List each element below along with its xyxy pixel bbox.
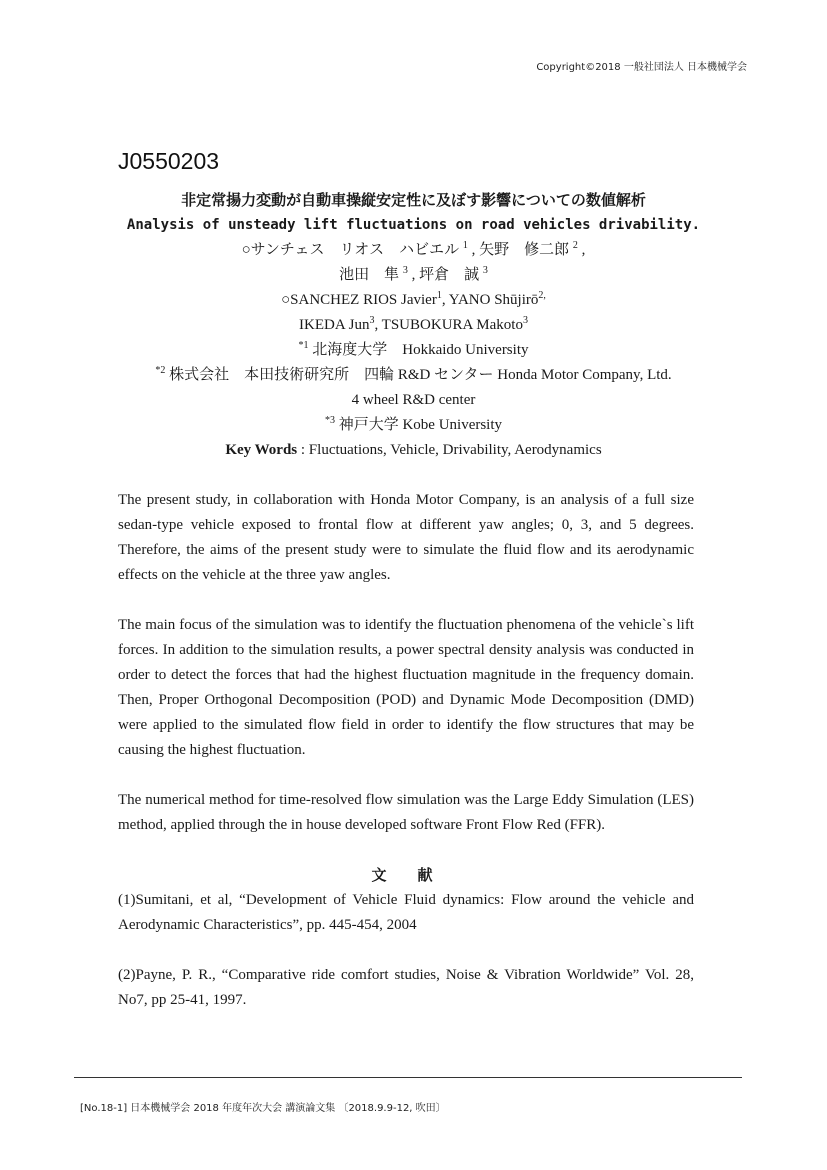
reference-1: (1)Sumitani, et al, “Development of Vehicle Fluid dynamics: Flow around the vehicle and Aerodynamic Characteristics”, pp. 445-454, 2004 [118, 892, 694, 933]
footer-citation: [No.18-1] 日本機械学会 2018 年度年次大会 講演論文集 〔2018.9.9-12, 吹田〕 [80, 1103, 446, 1114]
authors-english-line-1 [100, 288, 727, 313]
paragraph-2: The main focus of the simulation was to identify the fluctuation phenomena of the vehicle`s lift forces. In addition to the simulation results, a power spectral density analysis was conducted in order to detect the forces that had the highest fluctuation magnitude in the frequency domain. Then, Proper Orthogonal Decomposition (POD) and Dynamic Mode Decomposition (DMD) were applied to the simulated flow field in order to identify the flow structures that may be causing the highest fluctuation. [118, 617, 694, 758]
affiliation-1-mark: *1 [298, 340, 309, 351]
author-en-2-affil: 2, [538, 290, 546, 301]
keywords [100, 438, 727, 463]
author-jp-2-affil: 2 [572, 240, 578, 251]
author-jp-4-affil: 3 [482, 265, 488, 276]
authors-japanese-line-1 [100, 238, 727, 263]
author-jp-3-affil: 3 [402, 265, 408, 276]
authors-english-line-2 [100, 313, 727, 338]
reference-2: (2)Payne, P. R., “Comparative ride comfort studies, Noise & Vibration Worldwide” Vol. 28, No7, pp 25-41, 1997. [118, 967, 694, 1008]
abstract-body [118, 488, 694, 1038]
author-jp-2: , 矢野 修二郎 [471, 242, 570, 258]
author-en-4: , TSUBOKURA Makoto [374, 317, 523, 333]
affiliation-2-cont [100, 388, 727, 413]
author-en-4-affil: 3 [522, 315, 528, 326]
authors-japanese-line-2 [100, 263, 727, 288]
affiliation-2-text: 株式会社 本田技術研究所 四輪 R&D センター Honda Motor Company, Ltd. [165, 367, 672, 383]
title-japanese: 非定常揚力変動が自動車操縦安定性に及ぼす影響についての数値解析 [181, 191, 646, 209]
references-heading: 文 献 [371, 866, 441, 884]
copyright-notice: Copyright©2018 一般社団法人 日本機械学会 [536, 62, 747, 73]
affiliation-3-mark: *3 [324, 415, 335, 426]
affiliation-2-mark: *2 [155, 365, 166, 376]
author-jp-3: 池田 隼 [339, 267, 400, 283]
affiliation-1-text: 北海度大学 Hokkaido University [308, 342, 529, 358]
author-en-3-affil: 3 [369, 315, 375, 326]
footer-divider [74, 1077, 742, 1078]
paragraph-3: The numerical method for time-resolved flow simulation was the Large Eddy Simulation (LES) method, applied through the in house developed software Front Flow Red (FFR). [118, 792, 694, 833]
keywords-label: Key Words [225, 442, 298, 458]
author-en-3: IKEDA Jun [299, 317, 370, 333]
author-jp-4: , 坪倉 誠 [411, 267, 480, 283]
paragraph-1: The present study, in collaboration with Honda Motor Company, is an analysis of a full size sedan-type vehicle exposed to frontal flow at different yaw angles; 0, 3, and 5 degrees. Therefore, the aims of the present study were to simulate the fluid flow and its aerodynamic effects on the vehicle at the three yaw angles. [118, 492, 694, 583]
author-en-1: ○SANCHEZ RIOS Javier [281, 292, 437, 308]
author-en-2: , YANO Shūjirō [441, 292, 539, 308]
affiliation-2-cont-text: 4 wheel R&D center [351, 392, 476, 408]
title-english: Analysis of unsteady lift fluctuations on road vehicles drivability. [126, 217, 701, 233]
author-jp-line-1-end: , [581, 242, 586, 258]
author-jp-1-affil: 1 [462, 240, 468, 251]
affiliation-3 [100, 413, 727, 438]
author-jp-1: ○サンチェス リオス ハビエル [241, 242, 460, 258]
paper-header [100, 188, 727, 463]
affiliation-3-text: 神戸大学 Kobe University [334, 417, 503, 433]
author-en-1-affil: 1 [436, 290, 442, 301]
affiliation-1 [100, 338, 727, 363]
keywords-text: : Fluctuations, Vehicle, Drivability, Aerodynamics [297, 442, 602, 458]
paper-code: J0550203 [118, 148, 220, 174]
affiliation-2 [100, 363, 727, 388]
